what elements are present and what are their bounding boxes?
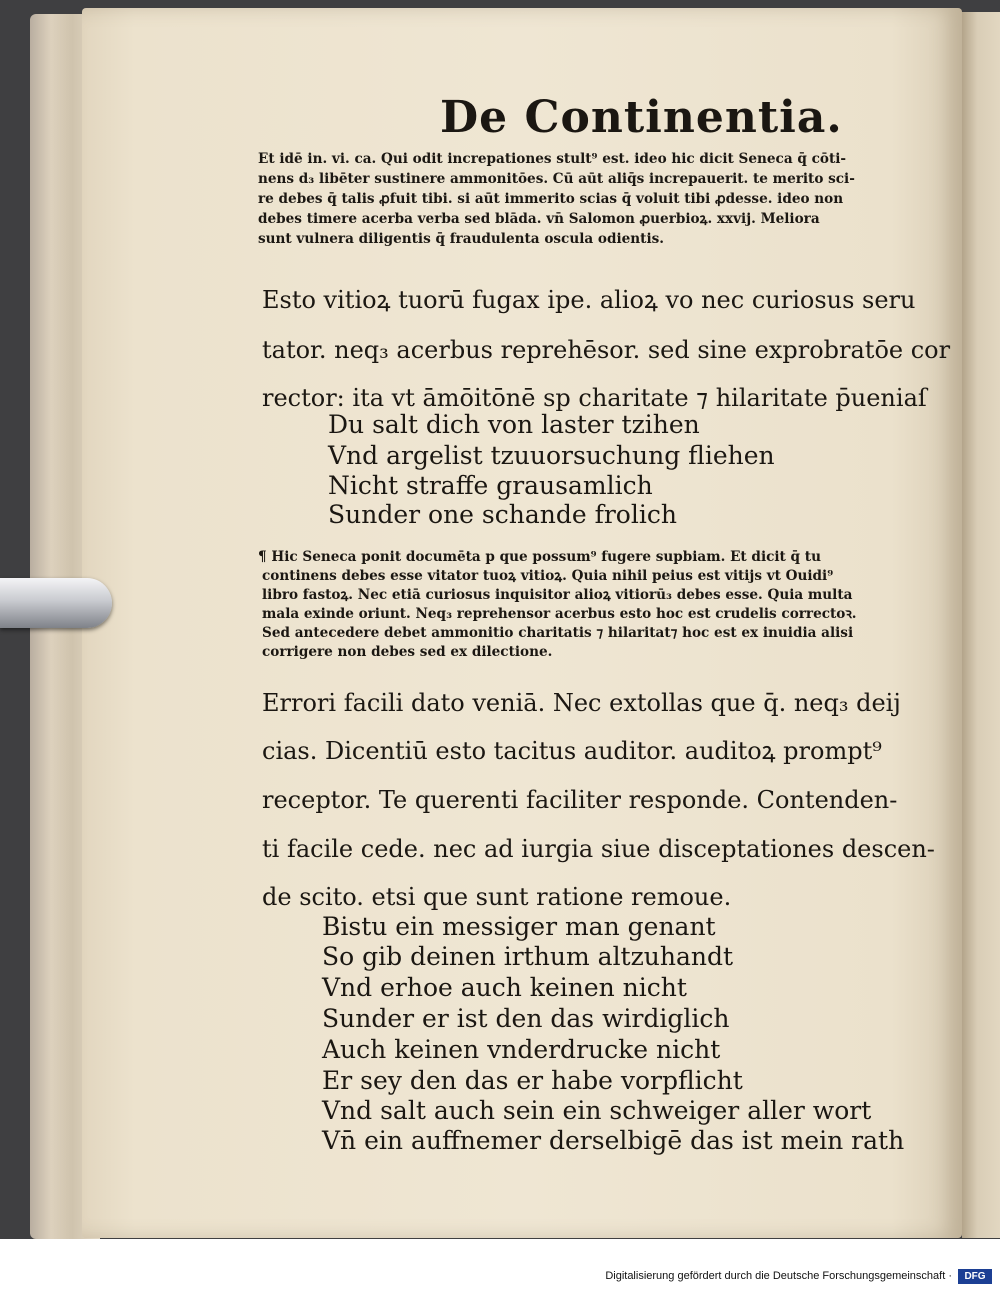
commentary-line: continens debes esse vitator tuoꝝ vitioꝝ. Quia nihil peius est vitijs vt Ouidi⁹	[262, 568, 834, 584]
commentary-line: nens d₃ libēter sustinere ammonitōes. Cū aūt aliq̄s increpauerit. te merito sci-	[258, 171, 855, 187]
commentary-line: libro fastoꝝ. Nec etiā curiosus inquisitor alioꝝ vitiorū₃ debes esse. Quia multa	[262, 587, 853, 603]
commentary-line: Et idē in. vi. ca. Qui odit increpationes stult⁹ est. ideo hic dicit Seneca q̄ cōti-	[258, 151, 847, 167]
page-title: De Continentia.	[440, 92, 843, 143]
latin-line: cias. Dicentiū esto tacitus auditor. auditoꝝ prompt⁹	[262, 737, 882, 765]
commentary-line: re debes q̄ talis ꝓfuit tibi. si aūt immerito scias q̄ voluit tibi ꝓdesse. ideo non	[258, 191, 844, 207]
verse-line: Er sey den das er habe vorpflicht	[322, 1066, 743, 1095]
verse-line: Du salt dich von laster tzihen	[328, 410, 700, 439]
verse-line: So gib deinen irthum altzuhandt	[322, 942, 734, 971]
verse-line: Vnd salt auch sein ein schweiger aller wort	[322, 1096, 872, 1125]
verse-line: Vnd argelist tzuuorsuchung fliehen	[328, 441, 775, 470]
verse-line: Sunder one schande frolich	[328, 500, 677, 529]
verse-line: Vn̄ ein auffnemer derselbigē das ist mein rath	[322, 1126, 905, 1155]
verse-line: Sunder er ist den das wirdiglich	[322, 1004, 730, 1033]
latin-line: ti facile cede. nec ad iurgia siue disceptationes descen-	[262, 835, 935, 863]
commentary-line: ¶ Hic Seneca ponit documēta p que possum⁹ fugere supbiam. Et dicit q̄ tu	[258, 549, 821, 565]
facing-page-edge	[962, 12, 1000, 1238]
funding-credit: Digitalisierung gefördert durch die Deutsche Forschungsgemeinschaft ·	[605, 1270, 952, 1282]
latin-line: rector: ita vt āmōitōnē sp charitate ⁊ hilaritate p̄ueniaſ	[262, 384, 927, 412]
commentary-line: sunt vulnera diligentis q̄ fraudulenta oscula odientis.	[258, 231, 665, 247]
page-clip	[0, 578, 112, 628]
latin-line: de scito. etsi que sunt ratione remoue.	[262, 883, 732, 911]
verse-line: Vnd erhoe auch keinen nicht	[322, 973, 687, 1002]
verse-line: Bistu ein messiger man genant	[322, 912, 716, 941]
dfg-logo: DFG	[958, 1269, 992, 1284]
verse-line: Auch keinen vnderdrucke nicht	[322, 1035, 721, 1064]
latin-line: tator. neq₃ acerbus reprehēsor. sed sine exprobratōe cor	[262, 336, 951, 364]
latin-line: Errori facili dato veniā. Nec extollas que q̄. neq₃ deij	[262, 689, 901, 717]
verse-line: Nicht straffe grausamlich	[328, 471, 653, 500]
latin-line: receptor. Te querenti faciliter responde. Contenden-	[262, 786, 898, 814]
commentary-line: Sed antecedere debet ammonitio charitatis ⁊ hilaritat⁊ hoc est ex inuidia alisi	[262, 625, 854, 641]
commentary-line: debes timere acerba verba sed blāda. vn̄ Salomon ꝓuerbioꝝ. xxvij. Meliora	[258, 211, 820, 227]
commentary-line: mala exinde oriunt. Neq₃ reprehensor acerbus esto hoc est crudelis correctoꝛ.	[262, 606, 857, 622]
commentary-line: corrigere non debes sed ex dilectione.	[262, 644, 553, 660]
latin-line: Esto vitioꝝ tuorū fugax ipe. alioꝝ vo nec curiosus seru	[262, 286, 916, 314]
footer-bar	[0, 1239, 1000, 1292]
